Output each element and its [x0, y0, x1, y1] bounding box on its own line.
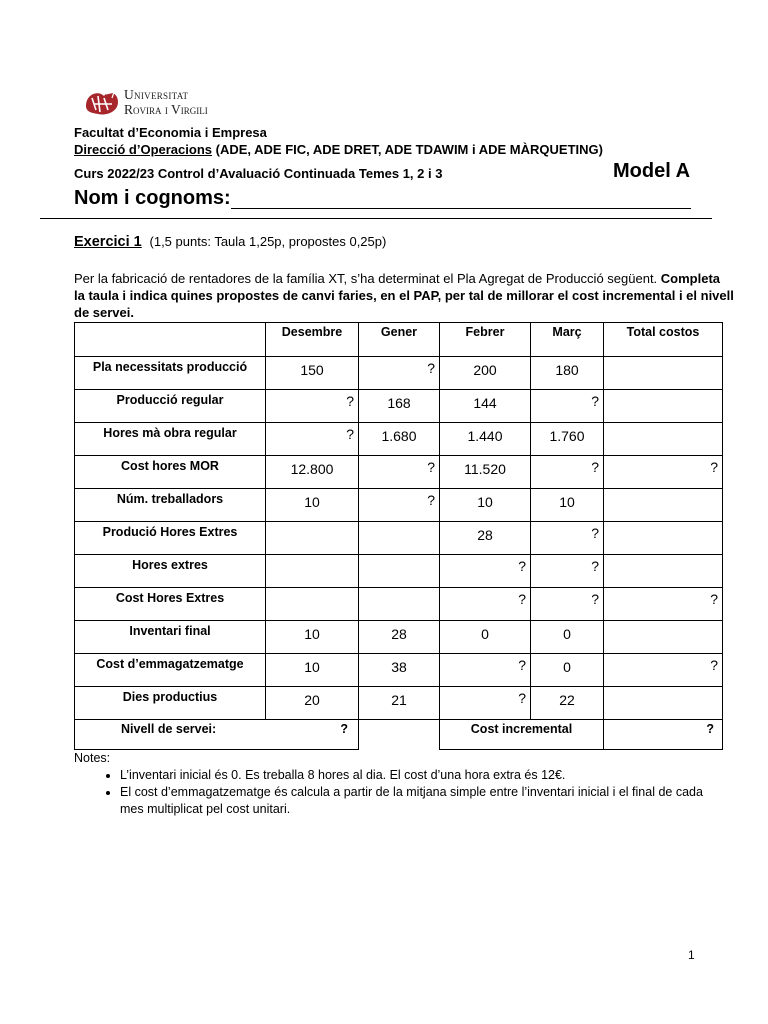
unknown-cell[interactable]: ? — [531, 390, 604, 423]
note-item: • L’inventari inicial és 0. Es treballa 8 hores al dia. El cost d’una hora extra és 12€. — [120, 767, 714, 784]
unknown-cell[interactable]: ? — [604, 654, 723, 687]
value-cell[interactable] — [604, 621, 723, 654]
urv-emblem-icon — [82, 86, 122, 118]
table-row — [75, 489, 723, 522]
value-cell[interactable] — [604, 522, 723, 555]
unknown-cell[interactable]: ? — [266, 390, 359, 423]
exercise-title: Exercici 1 — [74, 234, 142, 250]
row-label: Núm. treballadors — [75, 489, 266, 522]
table-row — [75, 687, 723, 720]
service-level-cell[interactable] — [75, 720, 359, 750]
value-cell: 10 — [266, 621, 359, 654]
service-level-value: ? — [340, 722, 348, 736]
exercise-statement — [74, 270, 734, 321]
note-item: • El cost d’emmagatzematge és calcula a partir de la mitjana simple entre l’inventari inicial i el final de cada mes multiplicat pel cost unitari. — [120, 784, 714, 818]
exercise-heading — [74, 233, 386, 250]
row-label: Inventari final — [75, 621, 266, 654]
incremental-cost-value[interactable]: ? — [604, 720, 723, 750]
unknown-cell[interactable]: ? — [440, 654, 531, 687]
value-cell: 0 — [531, 621, 604, 654]
table-row — [75, 423, 723, 456]
value-cell: 10 — [266, 489, 359, 522]
value-cell: 10 — [266, 654, 359, 687]
statement-plain: Per la fabricació de rentadores de la família XT, s’ha determinat el Pla Agregat de Producció següent. — [74, 271, 661, 286]
value-cell[interactable] — [604, 555, 723, 588]
unknown-cell[interactable]: ? — [359, 357, 440, 390]
faculty-name: Facultat d’Economia i Empresa — [74, 125, 267, 140]
header-cell: Març — [531, 323, 604, 357]
value-cell[interactable] — [604, 687, 723, 720]
unknown-cell[interactable]: ? — [531, 555, 604, 588]
header-cell: Febrer — [440, 323, 531, 357]
unknown-cell[interactable]: ? — [531, 588, 604, 621]
unknown-cell[interactable]: ? — [440, 687, 531, 720]
table-row — [75, 357, 723, 390]
value-cell: 28 — [359, 621, 440, 654]
unknown-cell[interactable]: ? — [266, 423, 359, 456]
value-cell[interactable] — [359, 588, 440, 621]
university-logo — [82, 86, 232, 118]
table-row — [75, 588, 723, 621]
notes-title: Notes: — [74, 751, 111, 765]
value-cell: 28 — [440, 522, 531, 555]
value-cell[interactable] — [604, 423, 723, 456]
notes-section — [74, 750, 714, 818]
table-row — [75, 555, 723, 588]
name-label: Nom i cognoms: — [74, 187, 231, 209]
value-cell: 200 — [440, 357, 531, 390]
header-divider — [40, 218, 712, 219]
table-row — [75, 522, 723, 555]
page-number: 1 — [688, 948, 695, 962]
value-cell[interactable] — [266, 522, 359, 555]
exercise-points: (1,5 punts: Taula 1,25p, propostes 0,25p) — [149, 234, 387, 249]
model-label: Model A — [613, 160, 691, 182]
notes-list — [74, 767, 714, 818]
value-cell[interactable] — [359, 522, 440, 555]
table-row — [75, 390, 723, 423]
value-cell: 1.440 — [440, 423, 531, 456]
logo-line-2: Rovira i Virgili — [124, 102, 208, 117]
row-label: Hores extres — [75, 555, 266, 588]
table-row — [75, 654, 723, 687]
row-label: Cost d’emmagatzematge — [75, 654, 266, 687]
value-cell: 168 — [359, 390, 440, 423]
unknown-cell[interactable]: ? — [359, 489, 440, 522]
value-cell[interactable] — [604, 390, 723, 423]
value-cell[interactable] — [604, 489, 723, 522]
unknown-cell[interactable]: ? — [531, 522, 604, 555]
value-cell: 1.680 — [359, 423, 440, 456]
value-cell[interactable] — [604, 357, 723, 390]
unknown-cell[interactable]: ? — [440, 555, 531, 588]
header-cell: Desembre — [266, 323, 359, 357]
value-cell: 10 — [531, 489, 604, 522]
value-cell[interactable] — [266, 555, 359, 588]
value-cell: 38 — [359, 654, 440, 687]
table-row — [75, 456, 723, 489]
row-label: Dies productius — [75, 687, 266, 720]
unknown-cell[interactable]: ? — [604, 456, 723, 489]
row-label: Cost hores MOR — [75, 456, 266, 489]
unknown-cell[interactable]: ? — [604, 588, 723, 621]
value-cell: 144 — [440, 390, 531, 423]
unknown-cell[interactable]: ? — [440, 588, 531, 621]
value-cell: 150 — [266, 357, 359, 390]
name-field-line[interactable] — [231, 208, 691, 209]
value-cell: 0 — [440, 621, 531, 654]
value-cell: 180 — [531, 357, 604, 390]
header-cell: Total costos — [604, 323, 723, 357]
row-label: Producció regular — [75, 390, 266, 423]
course-line — [74, 142, 603, 157]
row-label: Pla necessitats producció — [75, 357, 266, 390]
exam-line: Curs 2022/23 Control d’Avaluació Continuada Temes 1, 2 i 3 — [74, 166, 443, 181]
row-label: Produció Hores Extres — [75, 522, 266, 555]
value-cell: 10 — [440, 489, 531, 522]
value-cell[interactable] — [266, 588, 359, 621]
value-cell: 12.800 — [266, 456, 359, 489]
service-level-label: Nivell de servei: — [121, 722, 217, 736]
header-cell-empty — [75, 323, 266, 357]
unknown-cell[interactable]: ? — [359, 456, 440, 489]
header-cell: Gener — [359, 323, 440, 357]
value-cell: 0 — [531, 654, 604, 687]
value-cell: 1.760 — [531, 423, 604, 456]
logo-line-1: Universitat — [124, 87, 189, 102]
statement-bold: Completa la taula i indica quines propostes de canvi faries, en el PAP, per tal de millorar el cost incremental i el nivell de servei. — [74, 271, 734, 320]
table-row — [75, 621, 723, 654]
value-cell: 22 — [531, 687, 604, 720]
course-groups: (ADE, ADE FIC, ADE DRET, ADE TDAWIM i ADE MÀRQUETING) — [212, 142, 603, 157]
course-name: Direcció d’Operacions — [74, 142, 212, 157]
row-label: Cost Hores Extres — [75, 588, 266, 621]
pap-table — [74, 322, 723, 750]
value-cell: 21 — [359, 687, 440, 720]
gap-cell — [359, 720, 440, 750]
value-cell[interactable] — [359, 555, 440, 588]
value-cell: 20 — [266, 687, 359, 720]
value-cell: 11.520 — [440, 456, 531, 489]
row-label: Hores mà obra regular — [75, 423, 266, 456]
unknown-cell[interactable]: ? — [531, 456, 604, 489]
incremental-cost-label: Cost incremental — [440, 720, 604, 750]
